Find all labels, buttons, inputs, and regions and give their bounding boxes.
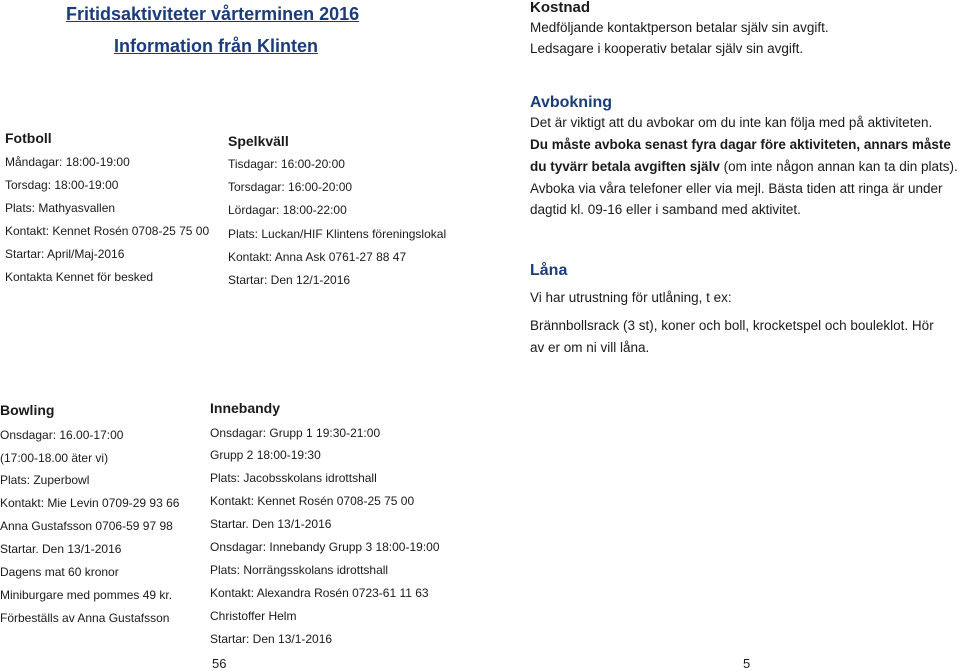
bowling-line: Kontakt: Mie Levin 0709-29 93 66: [0, 496, 180, 510]
innebandy-line: Onsdagar: Grupp 1 19:30-21:00: [210, 426, 381, 440]
bowling-line: (17:00-18.00 äter vi): [0, 451, 109, 465]
innebandy-heading: Innebandy: [210, 400, 281, 416]
innebandy-line: Kontakt: Alexandra Rosén 0723-61 11 63: [210, 586, 429, 600]
avbokning-heading: Avbokning: [530, 94, 613, 111]
page-number-left: 56: [212, 656, 227, 671]
lana-line: Brännbollsrack (3 st), koner och boll, krocketspel och bouleklot. Hör: [530, 318, 934, 333]
fotboll-line: Plats: Mathyasvallen: [5, 201, 116, 215]
innebandy-line: Plats: Norrängsskolans idrottshall: [210, 563, 389, 577]
avbokning-line: Det är viktigt att du avbokar om du inte kan följa med på aktiviteten.: [530, 115, 933, 130]
innebandy-line: Kontakt: Kennet Rosén 0708-25 75 00: [210, 494, 415, 508]
fotboll-line: Kontakta Kennet för besked: [5, 270, 154, 284]
spelkvall-line: Tisdagar: 16:00-20:00: [228, 157, 345, 171]
fotboll-line: Måndagar: 18:00-19:00: [5, 155, 130, 169]
bowling-line: Miniburgare med pommes 49 kr.: [0, 588, 173, 602]
avbokning-line: Avboka via våra telefoner eller via mejl. Bästa tiden att ringa är under: [530, 181, 943, 196]
avbokning-mixed-line: [530, 159, 958, 174]
bowling-heading: Bowling: [0, 402, 55, 418]
spelkvall-line: Startar: Den 12/1-2016: [228, 273, 351, 287]
bowling-line: Förbeställs av Anna Gustafsson: [0, 611, 170, 625]
spelkvall-line: Kontakt: Anna Ask 0761-27 88 47: [228, 250, 407, 264]
bowling-line: Startar. Den 13/1-2016: [0, 542, 122, 556]
page-number-right: 5: [743, 656, 751, 671]
innebandy-line: Plats: Jacobsskolans idrottshall: [210, 471, 377, 485]
spelkvall-line: Torsdagar: 16:00-20:00: [228, 180, 353, 194]
spelkvall-line: Plats: Luckan/HIF Klintens föreningslokal: [228, 227, 447, 241]
innebandy-line: Startar: Den 13/1-2016: [210, 632, 333, 646]
innebandy-line: Startar. Den 13/1-2016: [210, 517, 332, 531]
fotboll-line: Kontakt: Kennet Rosén 0708-25 75 00: [5, 224, 210, 238]
kostnad-line: Ledsagare i kooperativ betalar själv sin avgift.: [530, 41, 804, 56]
page-title: Fritidsaktiviteter vårterminen 2016: [66, 4, 360, 24]
innebandy-line: Grupp 2 18:00-19:30: [210, 448, 321, 462]
page-subtitle: Information från Klinten: [114, 36, 318, 56]
spelkvall-line: Lördagar: 18:00-22:00: [228, 203, 347, 217]
avbokning-line: dagtid kl. 09-16 eller i samband med aktivitet.: [530, 202, 801, 217]
bowling-line: Dagens mat 60 kronor: [0, 565, 119, 579]
fotboll-line: Torsdag: 18:00-19:00: [5, 178, 119, 192]
avbokning-bold-part: du tyvärr betala avgiften själv: [530, 159, 720, 174]
kostnad-heading: Kostnad: [530, 0, 590, 16]
avbokning-bold-line: Du måste avboka senast fyra dagar före aktiviteten, annars måste: [530, 137, 951, 152]
bowling-line: Onsdagar: 16.00-17:00: [0, 428, 124, 442]
fotboll-line: Startar: April/Maj-2016: [5, 247, 125, 261]
fotboll-heading: Fotboll: [5, 130, 52, 146]
spelkvall-heading: Spelkväll: [228, 133, 289, 149]
avbokning-rest-part: (om inte någon annan kan ta din plats).: [719, 159, 958, 174]
bowling-line: Anna Gustafsson 0706-59 97 98: [0, 519, 173, 533]
lana-heading: Låna: [530, 262, 568, 279]
kostnad-line: Medföljande kontaktperson betalar själv sin avgift.: [530, 20, 829, 35]
innebandy-line: Christoffer Helm: [210, 609, 297, 623]
innebandy-line: Onsdagar: Innebandy Grupp 3 18:00-19:00: [210, 540, 440, 554]
lana-line: av er om ni vill låna.: [530, 340, 650, 355]
bowling-line: Plats: Zuperbowl: [0, 473, 90, 487]
lana-line: Vi har utrustning för utlåning, t ex:: [530, 290, 732, 305]
